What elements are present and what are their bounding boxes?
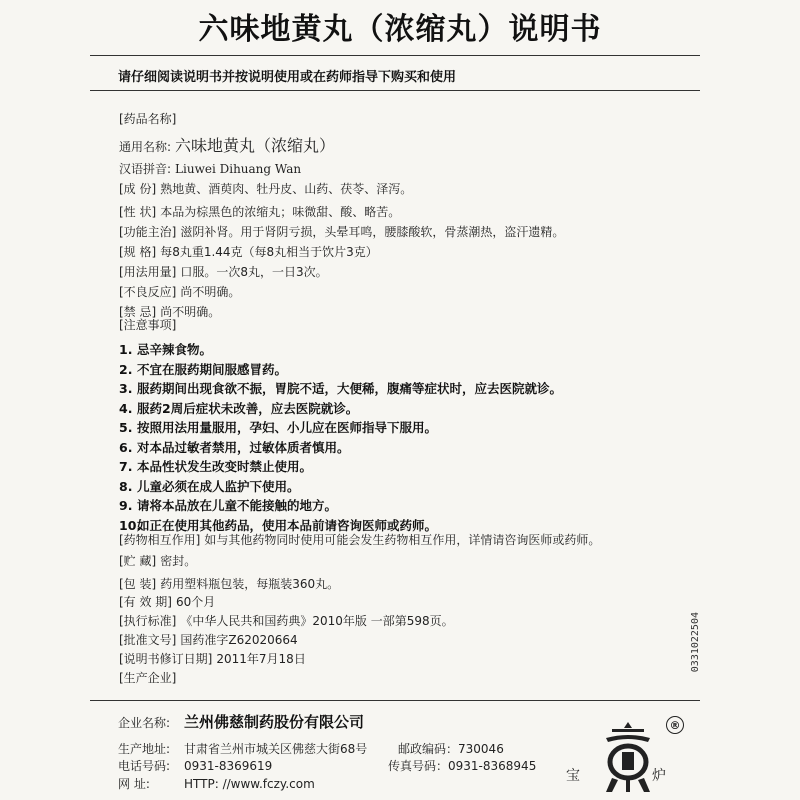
company-label: 企业名称: bbox=[118, 716, 171, 730]
document-title: 六味地黄丸（浓缩丸）说明书 bbox=[198, 12, 602, 47]
more-field-label: [贮 藏] bbox=[119, 554, 157, 568]
precaution-number: 1. bbox=[119, 342, 133, 357]
field-row bbox=[119, 283, 240, 300]
precaution-item bbox=[119, 340, 212, 358]
more-field-row bbox=[119, 531, 600, 548]
field-label: [不良反应] bbox=[119, 285, 177, 299]
field-value: 尚不明确。 bbox=[160, 305, 221, 319]
precaution-text: 本品性状发生改变时禁止使用。 bbox=[137, 459, 313, 474]
more-field-value: 2011年7月18日 bbox=[216, 652, 306, 666]
precaution-text: 服药期间出现食欲不振，胃脘不适，大便稀，腹痛等症状时，应去医院就诊。 bbox=[137, 381, 563, 396]
field-value: 本品为棕黑色的浓缩丸；味微甜、酸、略苦。 bbox=[160, 205, 401, 219]
field-row bbox=[119, 263, 328, 280]
advisory-text: 请仔细阅读说明书并按说明使用或在药师指导下购买和使用 bbox=[118, 70, 457, 85]
more-field-label: [有 效 期] bbox=[119, 595, 172, 609]
precaution-item bbox=[119, 360, 287, 378]
more-field-row bbox=[119, 575, 339, 592]
precaution-text: 请将本品放在儿童不能接触的地方。 bbox=[137, 498, 338, 513]
precaution-number: 3. bbox=[119, 381, 133, 396]
precaution-text: 按照用法用量服用，孕妇、小儿应在医师指导下服用。 bbox=[137, 420, 438, 435]
field-label: [禁 忌] bbox=[119, 305, 157, 319]
field-label: [性 状] bbox=[119, 205, 157, 219]
company-row bbox=[118, 711, 364, 732]
fax-label: 传真号码： bbox=[388, 759, 449, 773]
field-row bbox=[119, 223, 564, 240]
precaution-text: 如正在使用其他药品，使用本品前请咨询医师或药师。 bbox=[137, 517, 438, 533]
precaution-number: 6. bbox=[119, 439, 133, 455]
field-row bbox=[119, 180, 412, 197]
more-field-row bbox=[119, 650, 306, 667]
address-value: 甘肃省兰州市城关区佛慈大街68号 bbox=[184, 742, 368, 756]
precaution-number: 7. bbox=[119, 459, 133, 474]
phone-value: 0931-8369619 bbox=[184, 759, 273, 773]
batch-code: 0331022504 bbox=[690, 612, 701, 673]
logo-char-right: 炉 bbox=[652, 768, 666, 784]
pinyin-label: 汉语拼音: bbox=[119, 162, 172, 176]
more-field-row bbox=[119, 552, 196, 569]
more-field-label: [包 装] bbox=[119, 577, 157, 591]
precaution-number: 8. bbox=[119, 478, 133, 494]
logo-char-left: 宝 bbox=[566, 768, 580, 784]
field-value: 熟地黄、酒萸肉、牡丹皮、山药、茯苓、泽泻。 bbox=[160, 182, 413, 196]
drug-name-section-header: [药品名称] bbox=[119, 112, 177, 126]
precaution-text: 服药2周后症状未改善，应去医院就诊。 bbox=[137, 400, 359, 416]
field-value: 每8丸重1.44克（每8丸相当于饮片3克） bbox=[160, 245, 378, 259]
pinyin-row bbox=[119, 160, 301, 177]
field-label: [成 份] bbox=[119, 182, 157, 196]
footer-rule bbox=[90, 700, 700, 701]
web-value[interactable]: HTTP: //www.fczy.com bbox=[184, 777, 315, 791]
field-row bbox=[119, 203, 400, 220]
precaution-number: 5. bbox=[119, 420, 133, 435]
more-field-value: 如与其他药物同时使用可能会发生药物相互作用，详情请咨询医师或药师。 bbox=[204, 533, 601, 547]
field-label: [用法用量] bbox=[119, 265, 177, 279]
more-field-value: 《中华人民共和国药典》2010年版 一部第598页。 bbox=[180, 614, 454, 628]
precaution-number: 10. bbox=[119, 517, 142, 533]
general-name-row bbox=[119, 133, 335, 156]
general-name-value: 六味地黄丸（浓缩丸） bbox=[175, 136, 336, 155]
postcode-row bbox=[398, 740, 504, 757]
advisory-rule bbox=[90, 90, 700, 91]
precaution-item bbox=[119, 418, 437, 436]
precaution-text: 儿童必须在成人监护下使用。 bbox=[137, 478, 300, 494]
field-value: 滋阴补肾。用于肾阴亏损，头晕耳鸣，腰膝酸软，骨蒸潮热，盗汗遗精。 bbox=[180, 225, 565, 239]
more-field-label: [药物相互作用] bbox=[119, 533, 201, 547]
title-rule bbox=[90, 55, 700, 56]
postcode-label: 邮政编码： bbox=[398, 742, 459, 756]
more-field-value: 密封。 bbox=[160, 554, 197, 568]
more-field-row bbox=[119, 612, 454, 629]
precaution-text: 对本品过敏者禁用，过敏体质者慎用。 bbox=[137, 439, 350, 455]
precaution-text: 不宜在服药期间服感冒药。 bbox=[137, 361, 288, 377]
field-value: 口服。一次8丸，一日3次。 bbox=[180, 265, 328, 279]
phone-row bbox=[118, 757, 272, 774]
phone-label: 电话号码: bbox=[118, 759, 171, 773]
address-label: 生产地址: bbox=[118, 742, 171, 756]
address-row bbox=[118, 740, 367, 757]
field-row bbox=[119, 243, 378, 260]
more-field-label: [批准文号] bbox=[119, 633, 177, 647]
registered-mark-icon: ® bbox=[666, 716, 684, 734]
field-label: [规 格] bbox=[119, 245, 157, 259]
more-field-row bbox=[119, 631, 298, 648]
field-value: 尚不明确。 bbox=[180, 285, 241, 299]
more-field-label: [执行标准] bbox=[119, 614, 177, 628]
more-field-row bbox=[119, 593, 215, 610]
precaution-number: 4. bbox=[119, 400, 133, 416]
precaution-text: 忌辛辣食物。 bbox=[137, 342, 213, 357]
precautions-section-header: [注意事项] bbox=[119, 318, 177, 332]
precaution-item bbox=[119, 477, 300, 495]
more-field-label: [生产企业] bbox=[119, 671, 177, 685]
more-field-value: 药用塑料瓶包装，每瓶装360丸。 bbox=[160, 577, 340, 591]
fax-row bbox=[388, 757, 536, 774]
more-field-label: [说明书修订日期] bbox=[119, 652, 213, 666]
precaution-number: 9. bbox=[119, 498, 133, 513]
precaution-item bbox=[119, 438, 350, 456]
precaution-item bbox=[119, 399, 358, 417]
more-field-value: 60个月 bbox=[176, 595, 216, 609]
general-name-label: 通用名称: bbox=[119, 140, 172, 154]
precaution-item bbox=[119, 457, 312, 475]
precaution-item bbox=[119, 379, 562, 397]
web-row bbox=[118, 775, 315, 792]
fax-value: 0931-8368945 bbox=[448, 759, 537, 773]
field-label: [功能主治] bbox=[119, 225, 177, 239]
pinyin-value: Liuwei Dihuang Wan bbox=[175, 162, 302, 176]
web-label: 网 址: bbox=[118, 777, 150, 791]
company-name: 兰州佛慈制药股份有限公司 bbox=[184, 713, 365, 731]
more-field-row bbox=[119, 669, 180, 686]
more-field-value: 国药准字Z62020664 bbox=[180, 633, 298, 647]
precaution-item bbox=[119, 496, 337, 514]
company-logo bbox=[588, 718, 668, 798]
precaution-number: 2. bbox=[119, 361, 133, 377]
postcode-value: 730046 bbox=[458, 742, 504, 756]
